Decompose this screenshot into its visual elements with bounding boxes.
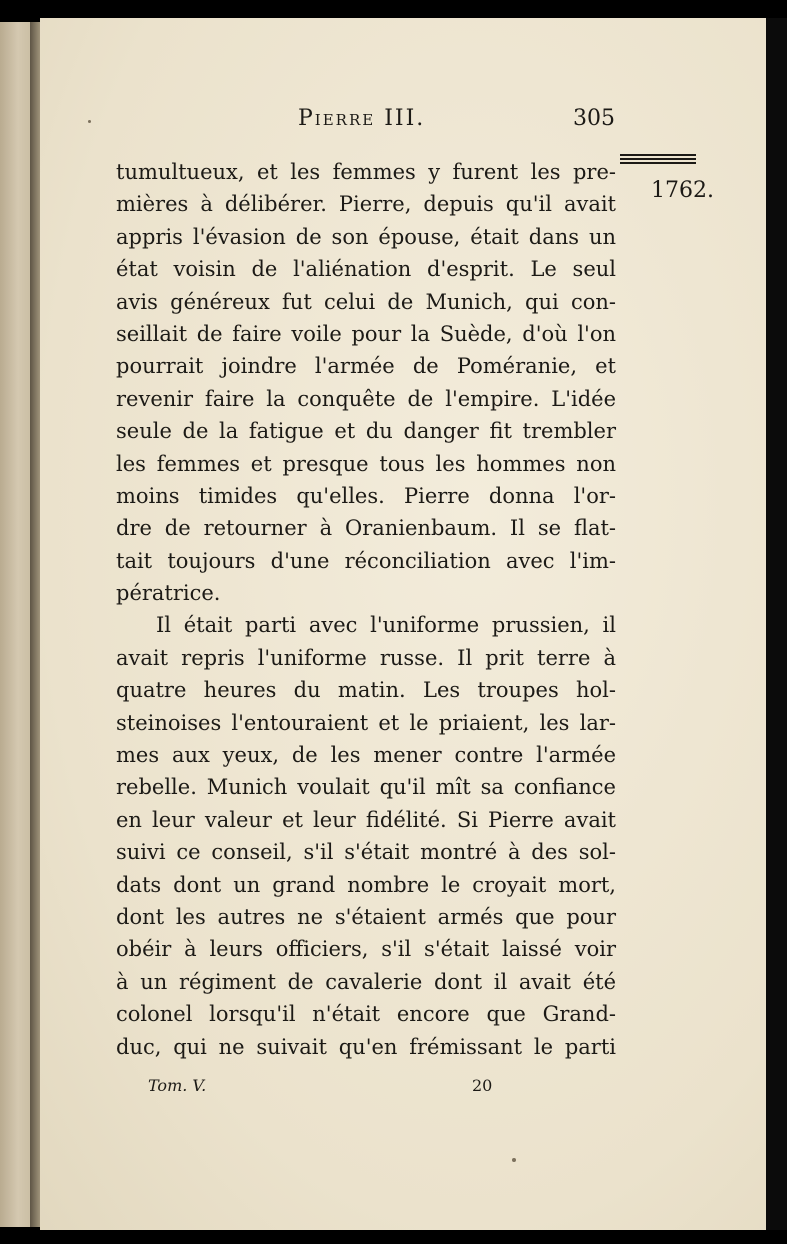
page-header bbox=[40, 106, 766, 140]
text-line: tait toujours d'une réconciliation avec l'im- bbox=[116, 548, 616, 573]
text-line: quatre heures du matin. Les troupes hol- bbox=[116, 678, 616, 703]
text-line: dont les autres ne s'étaient armés que pour bbox=[116, 904, 616, 929]
text-line: seillait de faire voile pour la Suède, d'où l'on bbox=[116, 321, 616, 346]
facing-page-edge bbox=[0, 22, 31, 1227]
page-number: 305 bbox=[573, 106, 615, 131]
text-line: pératrice. bbox=[116, 581, 221, 606]
paragraph-start-line: Il était parti avec l'uniforme prussien, il bbox=[156, 613, 616, 638]
body-text bbox=[116, 156, 616, 1063]
text-line: seule de la fatigue et du danger fit trembler bbox=[116, 419, 616, 444]
text-line: rebelle. Munich voulait qu'il mît sa confiance bbox=[116, 775, 616, 800]
text-line: pourrait joindre l'armée de Poméranie, et bbox=[116, 354, 616, 379]
margin-year: 1762. bbox=[651, 178, 714, 203]
text-line: mières à délibérer. Pierre, depuis qu'il avait bbox=[116, 192, 616, 217]
page-edge-shadow bbox=[766, 18, 787, 1230]
text-line: tumultueux, et les femmes y furent les pre- bbox=[116, 160, 616, 184]
margin-rule bbox=[620, 154, 696, 166]
text-line: avait repris l'uniforme russe. Il prit terre à bbox=[116, 645, 616, 670]
text-line: suivi ce conseil, s'il s'était montré à des sol- bbox=[116, 840, 616, 865]
text-line: colonel lorsqu'il n'était encore que Grand- bbox=[116, 1002, 616, 1027]
text-line: mes aux yeux, de les mener contre l'armée bbox=[116, 743, 616, 768]
book-gutter bbox=[30, 22, 40, 1227]
text-line: les femmes et presque tous les hommes non bbox=[116, 451, 616, 476]
text-line: moins timides qu'elles. Pierre donna l'or- bbox=[116, 483, 616, 508]
text-line: duc, qui ne suivait qu'en frémissant le parti bbox=[116, 1034, 616, 1059]
paper-speck bbox=[512, 1158, 516, 1162]
paper-speck bbox=[88, 120, 91, 123]
text-line: appris l'évasion de son épouse, était dans un bbox=[116, 224, 616, 249]
text-line: obéir à leurs officiers, s'il s'était laissé voir bbox=[116, 937, 616, 962]
text-line: dre de retourner à Oranienbaum. Il se flat- bbox=[116, 516, 616, 541]
text-line: dats dont un grand nombre le croyait mort, bbox=[116, 872, 616, 897]
text-line: steinoises l'entouraient et le priaient, les lar- bbox=[116, 710, 616, 735]
text-line: revenir faire la conquête de l'empire. L'idée bbox=[116, 386, 616, 411]
text-line: en leur valeur et leur fidélité. Si Pierre avait bbox=[116, 807, 616, 832]
text-line: état voisin de l'aliénation d'esprit. Le seul bbox=[116, 257, 616, 282]
page-footer bbox=[40, 1070, 766, 1100]
signature-mark: Tom. V. bbox=[148, 1076, 207, 1095]
signature-number: 20 bbox=[472, 1076, 493, 1095]
book-page bbox=[40, 18, 766, 1230]
running-head: Pierre III. bbox=[298, 106, 426, 131]
text-line: à un régiment de cavalerie dont il avait été bbox=[116, 969, 616, 994]
text-line: avis généreux fut celui de Munich, qui con- bbox=[116, 289, 616, 314]
